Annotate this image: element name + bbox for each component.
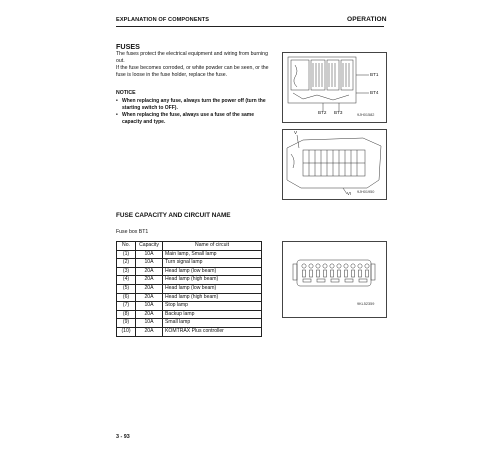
table-row	[117, 250, 262, 259]
cell-circuit: Main lamp, Small lamp	[163, 250, 262, 259]
cell-no: (7)	[117, 302, 136, 311]
callout-bt1: BT1	[370, 72, 379, 77]
fuse-box-location-figure	[282, 52, 387, 123]
header-rule	[116, 26, 384, 27]
callout-vi: VI	[347, 191, 351, 196]
cell-no: (2)	[117, 259, 136, 268]
cell-circuit: Small lamp	[163, 319, 262, 328]
cell-capacity: 20A	[136, 267, 163, 276]
cell-circuit: KOMTRAX Plus controller	[163, 327, 262, 336]
table-row	[117, 259, 262, 268]
table-row	[117, 327, 262, 336]
cell-circuit: Backup lamp	[163, 310, 262, 319]
cell-no: (10)	[117, 327, 136, 336]
table-row	[117, 302, 262, 311]
table-row	[117, 284, 262, 293]
cell-circuit: Head lamp (high beam)	[163, 293, 262, 302]
cell-capacity: 20A	[136, 276, 163, 285]
cell-circuit: Stop lamp	[163, 302, 262, 311]
cell-no: (8)	[117, 310, 136, 319]
table-row	[117, 319, 262, 328]
cell-no: (1)	[117, 250, 136, 259]
table-row	[117, 267, 262, 276]
fuses-paragraph-2: If the fuse becomes corroded, or white powder can be seen, or the fuse is loose in the fuse holder, replace the fuse.	[116, 65, 269, 78]
cell-no: (3)	[117, 267, 136, 276]
cell-capacity: 10A	[136, 302, 163, 311]
table-row	[117, 293, 262, 302]
fuse-panel-figure	[282, 129, 387, 200]
fuse-panel-illustration	[283, 130, 386, 199]
cell-no: (4)	[117, 276, 136, 285]
cell-no: (5)	[117, 284, 136, 293]
cell-capacity: 20A	[136, 284, 163, 293]
cell-capacity: 10A	[136, 250, 163, 259]
chapter-header: OPERATION	[347, 16, 387, 23]
cell-capacity: 20A	[136, 327, 163, 336]
fuse-box-label: Fuse box BT1	[116, 229, 149, 235]
cell-circuit: Head lamp (low beam)	[163, 267, 262, 276]
callout-bt3: BT3	[334, 110, 343, 115]
table-row	[117, 310, 262, 319]
fuse-box-bt1-figure	[282, 241, 387, 318]
cell-circuit: Head lamp (high beam)	[163, 276, 262, 285]
section-header: EXPLANATION OF COMPONENTS	[116, 17, 210, 23]
fuses-paragraph-1: The fuses protect the electrical equipment and wiring from burning out.	[116, 51, 268, 64]
column-header: No.	[117, 242, 136, 251]
column-header: Capacity	[136, 242, 163, 251]
notice-item: • When replacing any fuse, always turn the power off (turn the starting switch to OFF).	[116, 98, 272, 112]
column-header: Name of circuit	[163, 242, 262, 251]
figure-code: 9JH01950	[357, 190, 375, 194]
notice-title: NOTICE	[116, 90, 136, 96]
cell-capacity: 10A	[136, 259, 163, 268]
table-header-row	[117, 242, 262, 251]
notice-list	[116, 98, 272, 126]
notice-item: • When replacing the fuse, always use a fuse of the same capacity and type.	[116, 112, 272, 126]
figure-code: 9JH01582	[357, 113, 375, 117]
fuses-title: FUSES	[116, 42, 140, 51]
table-row	[117, 276, 262, 285]
cell-circuit: Turn signal lamp	[163, 259, 262, 268]
cell-no: (6)	[117, 293, 136, 302]
cell-no: (9)	[117, 319, 136, 328]
cell-capacity: 20A	[136, 310, 163, 319]
capacity-title: FUSE CAPACITY AND CIRCUIT NAME	[116, 212, 231, 219]
callout-bt4: BT4	[370, 90, 379, 95]
page-number: 3 - 93	[116, 434, 130, 440]
callout-bt2: BT2	[318, 110, 327, 115]
cell-circuit: Head lamp (low beam)	[163, 284, 262, 293]
cell-capacity: 10A	[136, 319, 163, 328]
callout-v: V	[294, 130, 298, 135]
figure-code: 9KL52359	[357, 302, 375, 306]
fuse-capacity-table	[116, 241, 262, 337]
cell-capacity: 20A	[136, 293, 163, 302]
